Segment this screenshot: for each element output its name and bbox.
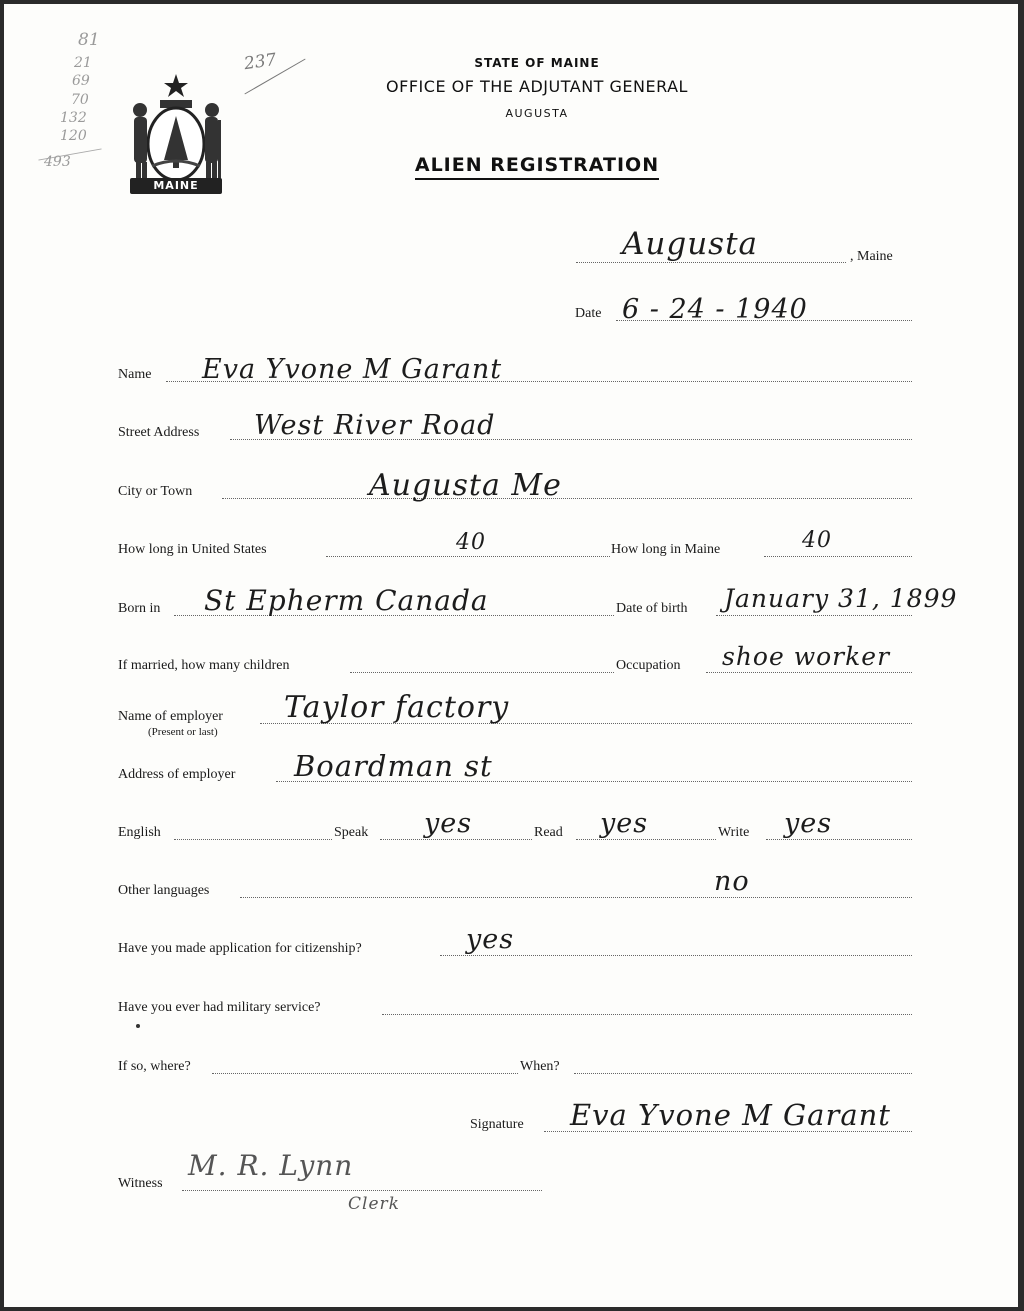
employer-value: Taylor factory: [284, 690, 510, 725]
occupation-value: shoe worker: [722, 642, 891, 671]
how-long-us-value: 40: [456, 530, 486, 555]
citizenship-label: Have you made application for citizenship?: [118, 941, 362, 956]
employer-label: Name of employer: [118, 709, 223, 724]
header-city: AUGUSTA: [505, 107, 569, 120]
write-line: [766, 839, 912, 840]
form-title: [30, 154, 1018, 176]
speak-label: Speak: [334, 825, 369, 840]
date-of-birth-label: Date of birth: [616, 601, 688, 616]
write-value: yes: [784, 808, 833, 839]
date-value: 6 - 24 - 1940: [622, 294, 808, 325]
how-long-us-line: [326, 556, 610, 557]
witness-label: Witness: [118, 1176, 163, 1191]
speak-line: [380, 839, 532, 840]
pencil-corner-number: 237: [242, 49, 278, 75]
other-languages-value: no: [714, 866, 750, 897]
how-long-maine-label: How long in Maine: [611, 542, 721, 557]
town-suffix: , Maine: [850, 249, 893, 264]
pencil-tally-total: 493: [44, 154, 71, 170]
occupation-label: Occupation: [616, 658, 681, 673]
other-languages-label: Other languages: [118, 883, 210, 898]
when-line: [574, 1073, 912, 1074]
born-in-label: Born in: [118, 601, 161, 616]
citizenship-line: [440, 955, 912, 956]
witness-line: [182, 1190, 542, 1191]
pencil-tally-4: 70: [71, 92, 89, 108]
pencil-tally-2: 21: [74, 55, 92, 71]
date-label: Date: [575, 306, 602, 321]
citizenship-value: yes: [466, 924, 515, 955]
signature-value: Eva Yvone M Garant: [570, 1098, 891, 1132]
how-long-maine-line: [764, 556, 912, 557]
read-label: Read: [534, 825, 563, 840]
military-line: [382, 1014, 912, 1015]
read-line: [576, 839, 716, 840]
married-children-line: [350, 672, 614, 673]
witness-value: M. R. Lynn: [188, 1149, 354, 1182]
pencil-tally-6: 120: [60, 128, 87, 144]
city-label: City or Town: [118, 484, 193, 499]
witness-title-value: Clerk: [348, 1194, 400, 1214]
date-of-birth-value: January 31, 1899: [724, 584, 958, 613]
english-label: English: [118, 825, 161, 840]
speak-value: yes: [424, 808, 473, 839]
pencil-tally-5: 132: [60, 110, 87, 126]
if-so-where-label: If so, where?: [118, 1059, 191, 1074]
name-label: Name: [118, 367, 152, 382]
military-label: Have you ever had military service?: [118, 1000, 321, 1015]
pencil-tally-3: 69: [72, 73, 90, 89]
write-label: Write: [718, 825, 750, 840]
other-languages-line: [240, 897, 912, 898]
seal-banner-text: MAINE: [153, 179, 199, 192]
header-state: STATE OF MAINE: [474, 56, 600, 70]
form-title-text: ALIEN REGISTRATION: [415, 154, 659, 180]
when-label: When?: [520, 1059, 560, 1074]
employer-address-value: Boardman st: [294, 749, 493, 783]
if-so-where-line: [212, 1073, 518, 1074]
town-line: [576, 262, 846, 263]
employer-address-label: Address of employer: [118, 767, 236, 782]
how-long-us-label: How long in United States: [118, 542, 267, 557]
signature-label: Signature: [470, 1117, 524, 1132]
date-of-birth-line: [716, 615, 912, 616]
married-children-label: If married, how many children: [118, 658, 290, 673]
occupation-line: [706, 672, 912, 673]
born-in-value: St Epherm Canada: [204, 584, 489, 617]
pencil-tally-1: 81: [78, 30, 100, 50]
street-label: Street Address: [118, 425, 200, 440]
header-office: OFFICE OF THE ADJUTANT GENERAL: [386, 77, 688, 96]
employer-sublabel: (Present or last): [148, 726, 218, 738]
town-value: Augusta: [622, 226, 759, 262]
registration-form-page: [4, 4, 1018, 1307]
how-long-maine-value: 40: [802, 528, 832, 553]
city-line: [222, 498, 912, 499]
read-value: yes: [600, 808, 649, 839]
name-value: Eva Yvone M Garant: [202, 354, 503, 385]
english-line: [174, 839, 332, 840]
ink-dot: [136, 1024, 140, 1028]
street-value: West River Road: [254, 410, 496, 441]
city-value: Augusta Me: [369, 468, 562, 503]
